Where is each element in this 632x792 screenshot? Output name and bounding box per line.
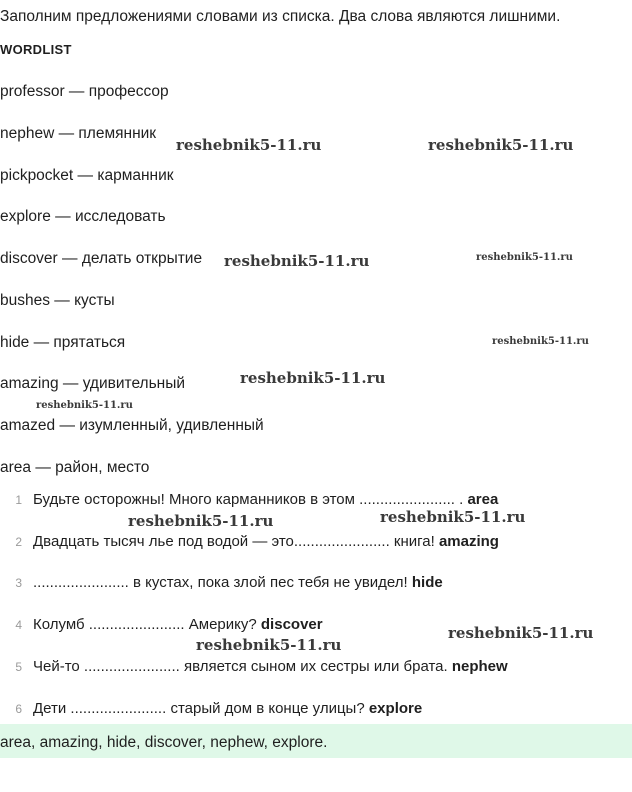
exercise-number: 3 — [15, 576, 22, 590]
exercise-number: 4 — [15, 618, 22, 632]
exercise-answer: hide — [411, 574, 443, 591]
wordlist-heading: WORDLIST — [0, 42, 72, 57]
exercise-sentence: Колумб ....................... Америку? — [33, 616, 261, 633]
exercise-item — [0, 491, 498, 508]
watermark: reshebnik5-11.ru — [224, 252, 370, 270]
watermark: reshebnik5-11.ru — [176, 136, 322, 154]
wordlist-item: pickpocket — карманник — [0, 167, 174, 184]
task-instruction: Заполним предложениями словами из списка. Два слова являются лишними. — [0, 8, 561, 25]
exercise-sentence: Двадцать тысяч лье под водой — это....................... книга! — [33, 533, 439, 550]
exercise-answer: discover — [260, 616, 323, 633]
exercise-sentence: ....................... в кустах, пока злой пес тебя не увидел! — [33, 574, 412, 591]
watermark: reshebnik5-11.ru — [428, 136, 574, 154]
wordlist-item: hide — прятаться — [0, 334, 126, 351]
exercise-sentence: Чей-то ....................... является сыном их сестры или брата. — [33, 658, 452, 675]
wordlist-item: professor — профессор — [0, 83, 169, 100]
wordlist-item: amazed — изумленный, удивленный — [0, 417, 264, 434]
exercise-item — [0, 700, 422, 717]
wordlist-item: explore — исследовать — [0, 208, 166, 225]
watermark: reshebnik5-11.ru — [240, 369, 386, 387]
watermark: reshebnik5-11.ru — [36, 400, 133, 411]
exercise-sentence: Дети ....................... старый дом в конце улицы? — [33, 700, 369, 717]
wordlist-item: discover — делать открытие — [0, 250, 203, 267]
wordlist-item: area — район, место — [0, 459, 150, 476]
exercise-sentence: Будьте осторожны! Много карманников в этом ....................... . — [33, 491, 468, 508]
wordlist-item: amazing — удивительный — [0, 375, 186, 392]
exercise-number: 1 — [15, 493, 22, 507]
exercise-item — [0, 533, 499, 550]
exercise-number: 5 — [15, 660, 22, 674]
watermark: reshebnik5-11.ru — [380, 508, 526, 526]
wordlist-item: bushes — кусты — [0, 292, 115, 309]
exercise-item — [0, 658, 508, 675]
exercise-number: 6 — [15, 702, 22, 716]
watermark: reshebnik5-11.ru — [128, 512, 274, 530]
watermark: reshebnik5-11.ru — [492, 336, 589, 347]
exercise-item — [0, 616, 323, 633]
exercise-item — [0, 574, 443, 591]
exercise-answer: explore — [368, 700, 423, 717]
wordlist-item: nephew — племянник — [0, 125, 157, 142]
watermark: reshebnik5-11.ru — [476, 252, 573, 263]
exercise-number: 2 — [15, 535, 22, 549]
watermark: reshebnik5-11.ru — [448, 624, 594, 642]
exercise-answer: area — [467, 491, 499, 508]
exercise-answer: amazing — [438, 533, 499, 550]
watermark: reshebnik5-11.ru — [196, 636, 342, 654]
answer-line: area, amazing, hide, discover, nephew, explore. — [0, 734, 328, 751]
exercise-answer: nephew — [451, 658, 508, 675]
